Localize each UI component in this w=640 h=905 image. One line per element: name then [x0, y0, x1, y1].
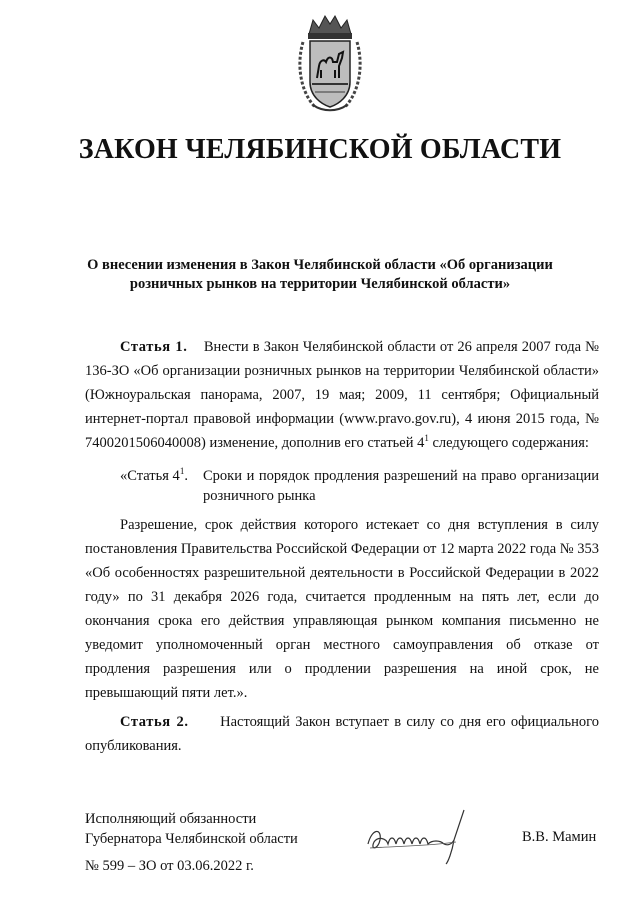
document-title: ЗАКОН ЧЕЛЯБИНСКОЙ ОБЛАСТИ — [78, 134, 562, 165]
law-number-date: № 599 – ЗО от 03.06.2022 г. — [85, 858, 254, 874]
law-subtitle — [60, 256, 580, 294]
subtitle-line-1: О внесении изменения в Закон Челябинской области «Об организации — [87, 257, 553, 273]
article-2-paragraph — [85, 710, 599, 758]
article-1-text: Внести в Закон Челябинской области от 26 апреля 2007 года № 136-ЗО «Об организации розничных рынков на территории Челябинской области» (Южноуральская панорама, 2007, 19 мая; 2009, 11 сентября; Официальный интернет-портал правовой информации (www.pravo.gov.ru), 4 июня 2015 года, № 7400201506040008) изменение, дополнив его статьей 4 — [85, 339, 599, 451]
article-4-1-label-sup: 1 — [179, 466, 185, 476]
article-1-text-end: следующего содержания: — [428, 435, 589, 451]
article-2-label: Статья 2. — [120, 714, 189, 730]
article-4-1-title: Сроки и порядок продления разрешений на право организации розничного рынка — [203, 468, 599, 504]
signatory-position-line-1: Исполняющий обязанности — [85, 811, 257, 827]
article-4-1-label-dot: . — [184, 468, 188, 484]
article-4-1-body: Разрешение, срок действия которого истекает со дня вступления в силу постановления Правительства Российской Федерации от 12 марта 2022 года № 353 «Об особенностях разрешительной деятельности в Российской Федерации в 2022 году» по 31 декабря 2026 года, считается продленным на пять лет, если до окончания срока его действия управляющая рынком компания письменно не уведомит уполномоченный орган местного самоуправления об отказе от продления разрешения или о продлении разрешения на иной срок, не превышающий пяти лет.». — [85, 517, 599, 701]
signatory-position — [85, 809, 298, 849]
article-2-text: Настоящий Закон вступает в силу со дня его официального опубликования. — [85, 714, 599, 754]
coat-of-arms-icon — [295, 12, 365, 114]
signatory-name: В.В. Мамин — [522, 829, 597, 845]
subtitle-line-2: розничных рынков на территории Челябинской области» — [129, 276, 511, 292]
article-1-sup: 1 — [424, 433, 429, 443]
article-4-1-label — [120, 466, 188, 486]
article-4-1-label-text: «Статья 4 — [120, 468, 180, 484]
article-1-paragraph — [85, 335, 599, 455]
signatory-position-line-2: Губернатора Челябинской области — [85, 831, 298, 847]
handwritten-signature — [360, 806, 490, 866]
article-1-label: Статья 1. — [120, 339, 188, 355]
